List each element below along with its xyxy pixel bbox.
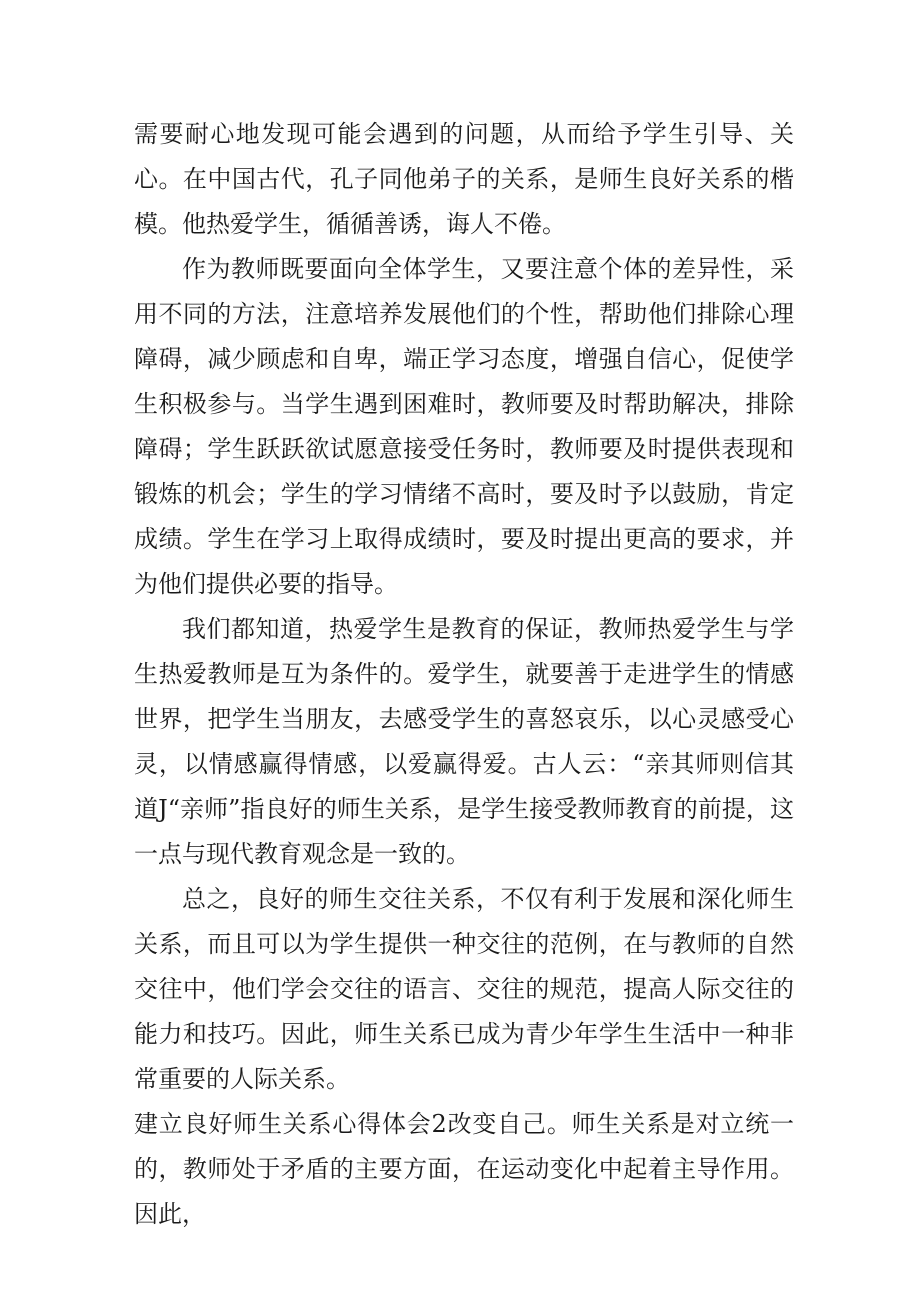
paragraph-2: 作为教师既要面向全体学生，又要注意个体的差异性，采用不同的方法，注意培养发展他们的个性，帮助他们排除心理障碍，减少顾虑和自卑，端正学习态度，增强自信心，促使学生积极参与。当学生遇到困难时，教师要及时帮助解决，排除障碍；学生跃跃欲试愿意接受任务时，教师要及时提供表现和锻炼的机会；学生的学习情绪不高时，要及时予以鼓励，肯定成绩。学生在学习上取得成绩时，要及时提出更高的要求，并为他们提供必要的指导。 <box>134 255 794 598</box>
paragraph-4: 总之，良好的师生交往关系，不仅有利于发展和深化师生关系，而且可以为学生提供一种交往的范例，在与教师的自然交往中，他们学会交往的语言、交往的规范，提高人际交往的能力和技巧。因此，师生关系已成为青少年学生生活中一种非常重要的人际关系。 <box>134 885 794 1093</box>
paragraph-1: 需要耐心地发现可能会遇到的问题，从而给予学生引导、关心。在中国古代，孔子同他弟子的关系，是师生良好关系的楷模。他热爱学生，循循善诱，诲人不倦。 <box>134 120 794 238</box>
document-body <box>134 112 794 1237</box>
paragraph-5: 建立良好师生关系心得体会2改变自己。师生关系是对立统一的，教师处于矛盾的主要方面，在运动变化中起着主导作用。因此， <box>134 1110 794 1228</box>
paragraph-3: 我们都知道，热爱学生是教育的保证，教师热爱学生与学生热爱教师是互为条件的。爱学生，就要善于走进学生的情感世界，把学生当朋友，去感受学生的喜怒哀乐，以心灵感受心灵，以情感赢得情感，以爱赢得爱。古人云：“亲其师则信其道J“亲师”指良好的师生关系，是学生接受教师教育的前提，这一点与现代教育观念是一致的。 <box>134 615 794 868</box>
